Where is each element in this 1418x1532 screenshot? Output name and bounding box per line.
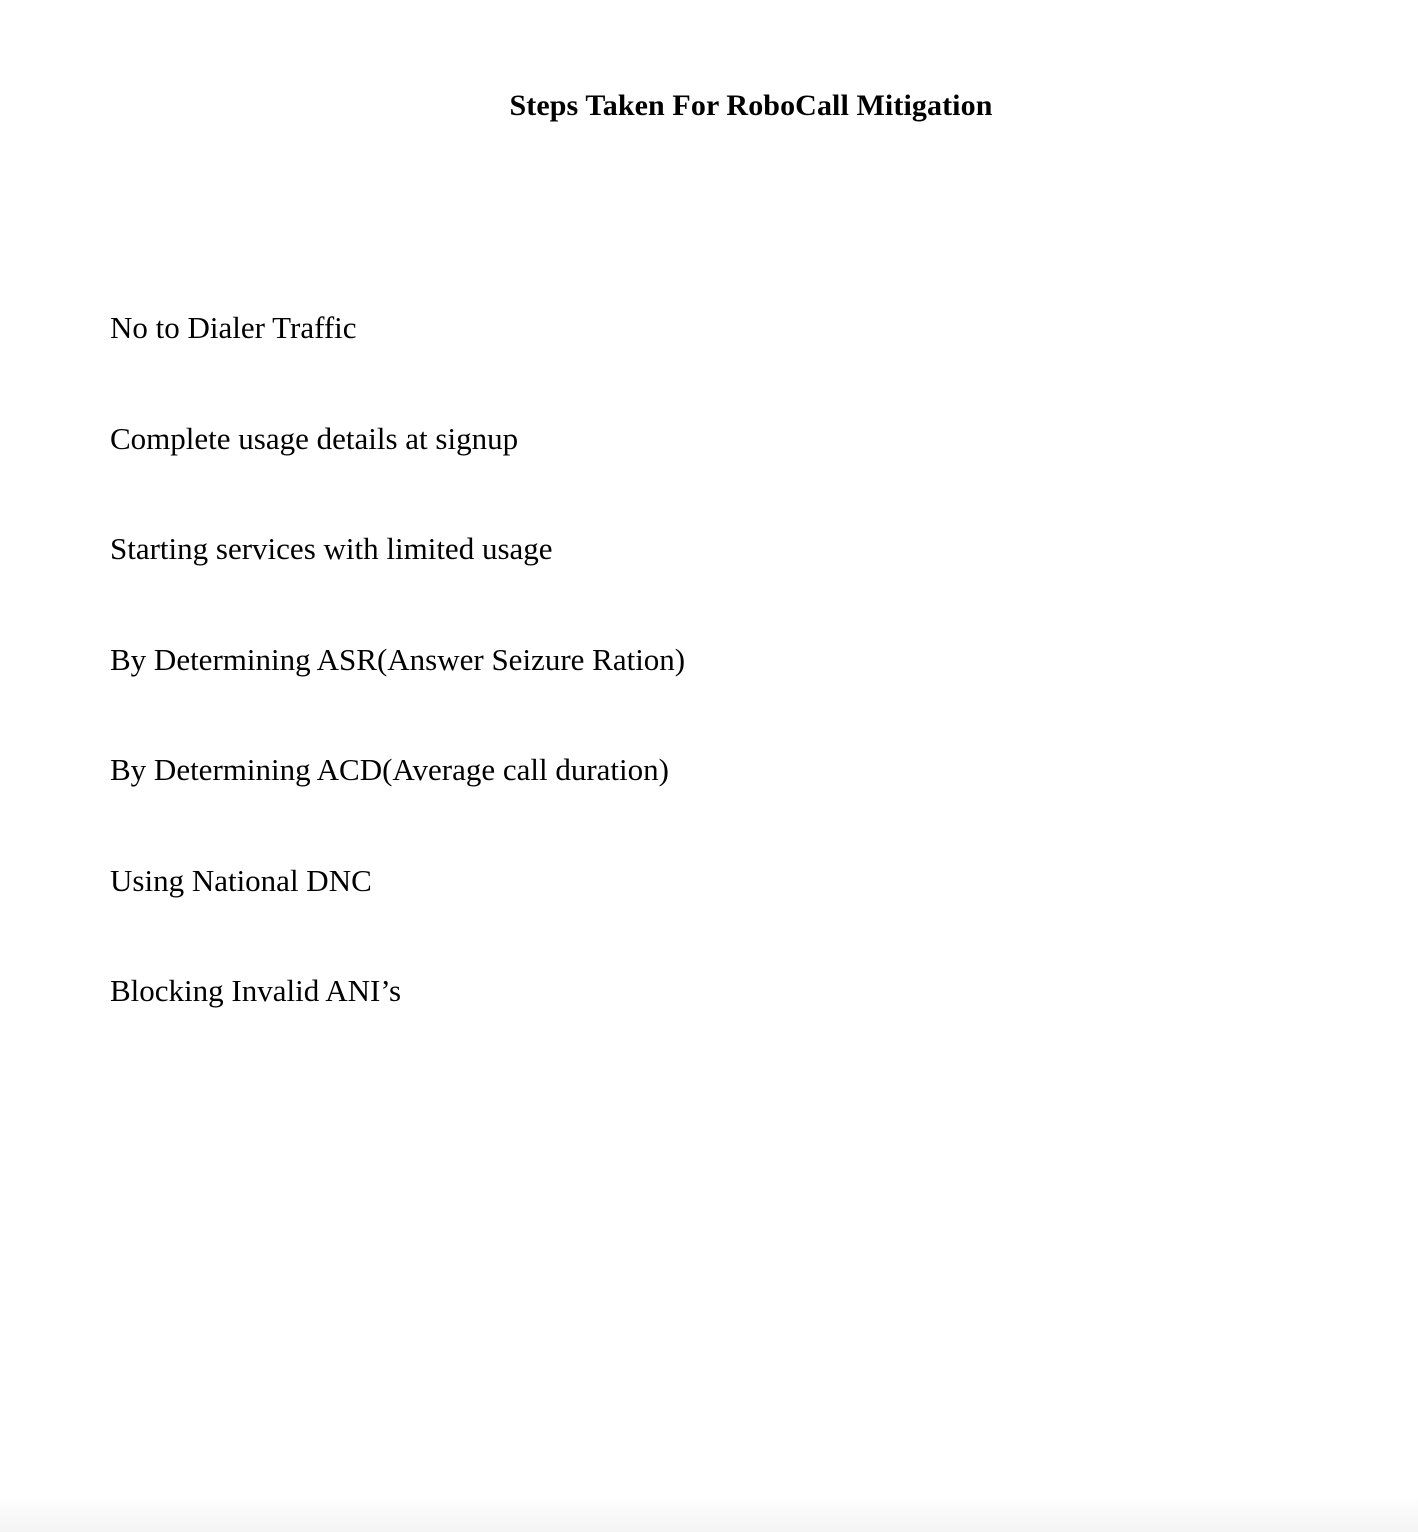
steps-list [110,306,685,1080]
step-item-usage-details: Complete usage details at signup [110,420,519,456]
page-title: Steps Taken For RoboCall Mitigation [509,89,993,122]
step-item-national-dnc: Using National DNC [110,862,372,898]
step-item-invalid-ani: Blocking Invalid ANI’s [110,973,402,1008]
step-item-limited-usage: Starting services with limited usage [110,531,553,566]
page-bottom-shadow [0,1496,1418,1532]
step-item-dialer-traffic: No to Dialer Traffic [110,310,357,345]
step-item-asr: By Determining ASR(Answer Seizure Ration) [110,641,686,677]
step-item-acd: By Determining ACD(Average call duration) [110,752,669,787]
